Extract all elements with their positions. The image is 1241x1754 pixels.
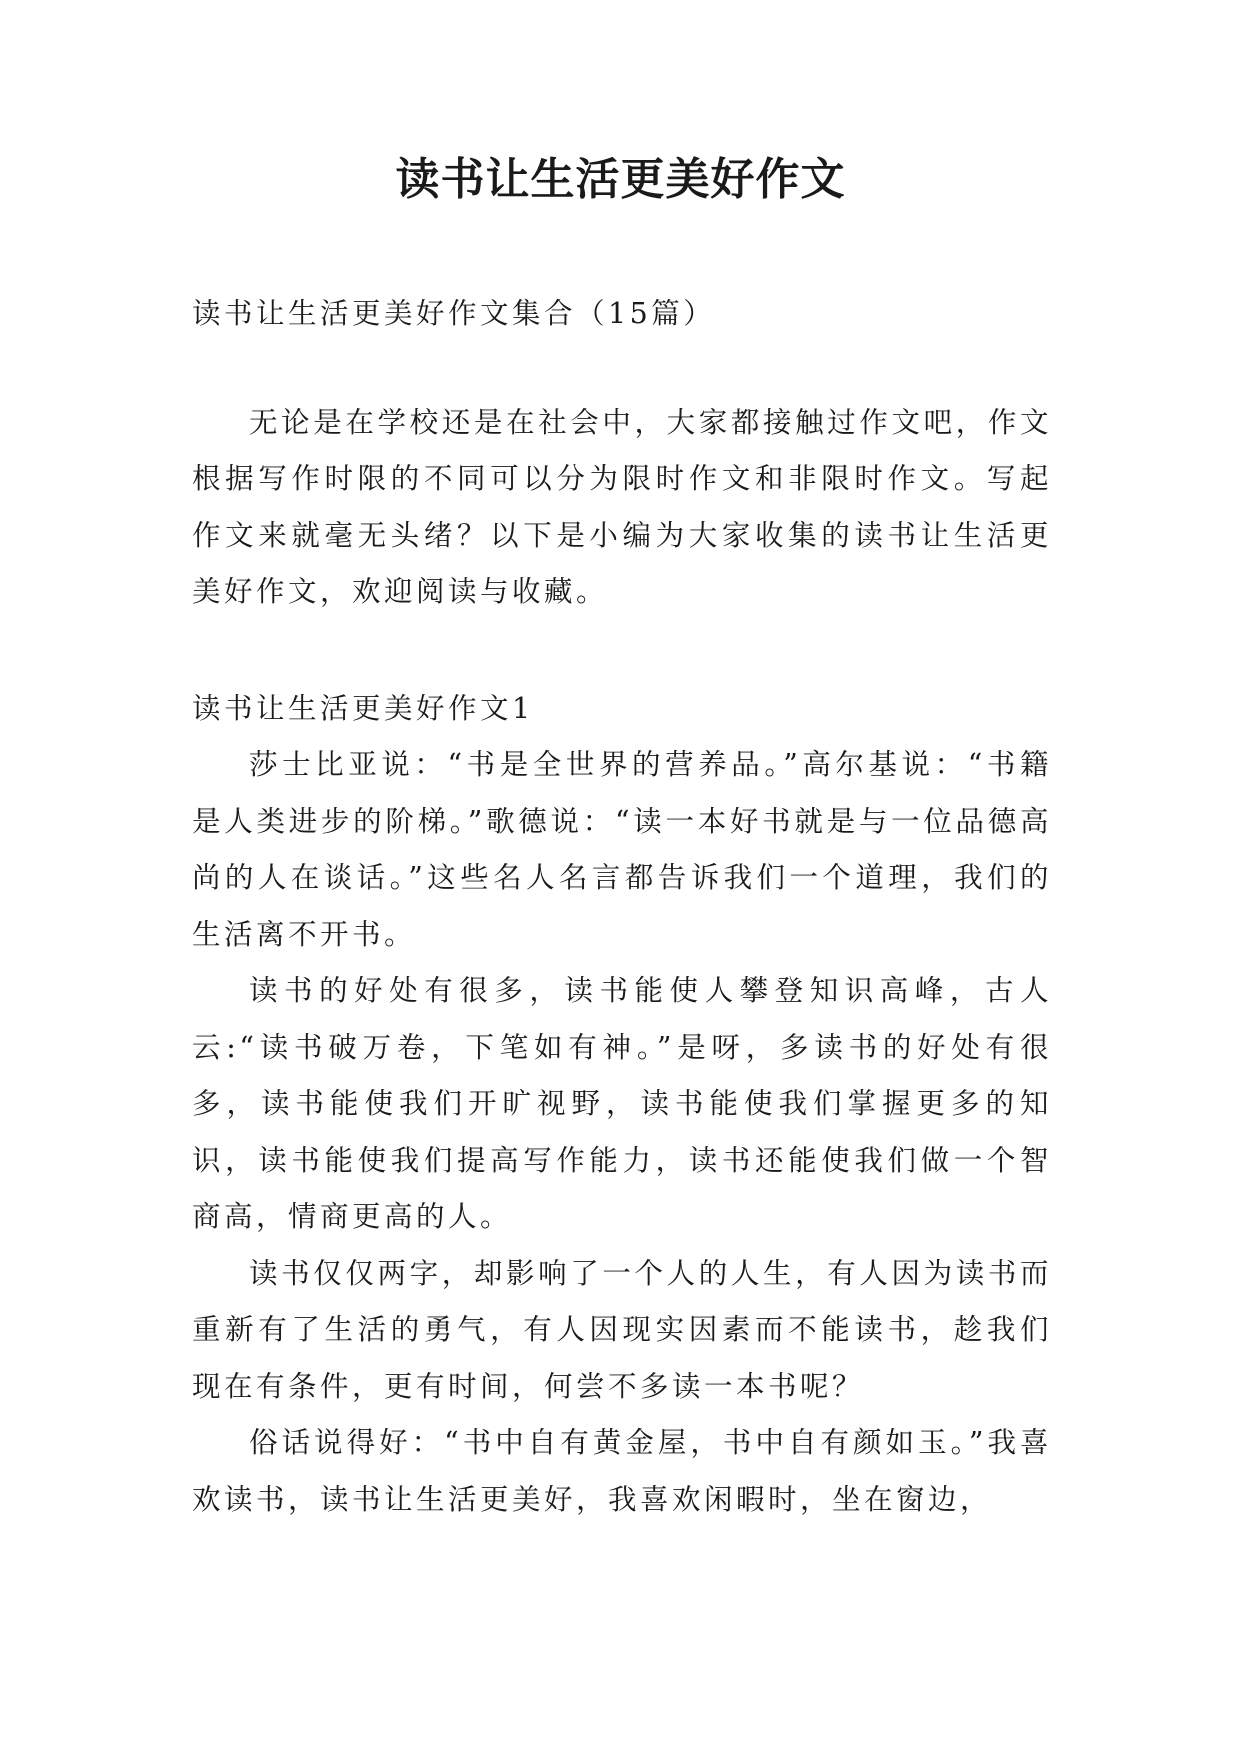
body-paragraph: 俗话说得好：“书中自有黄金屋，书中自有颜如玉。”我喜欢读书，读书让生活更美好，我喜欢闲暇时，坐在窗边，: [192, 1426, 1052, 1516]
document-title: 读书让生活更美好作文: [395, 154, 846, 205]
body-paragraph: 读书仅仅两字，却影响了一个人的人生，有人因为读书而重新有了生活的勇气，有人因现实因素而不能读书，趁我们现在有条件，更有时间，何尝不多读一本书呢？: [192, 1256, 1052, 1403]
collection-subtitle: 读书让生活更美好作文集合（15篇）: [192, 297, 716, 330]
section-heading: 读书让生活更美好作文1: [192, 691, 534, 725]
body-paragraph: 莎士比亚说：“书是全世界的营养品。”高尔基说：“书籍是人类进步的阶梯。”歌德说：“读一本好书就是与一位品德高尚的人在谈话。”这些名人名言都告诉我们一个道理，我们的生活离不开书。: [192, 748, 1052, 951]
intro-paragraph: 无论是在学校还是在社会中，大家都接触过作文吧，作文根据写作时限的不同可以分为限时作文和非限时作文。写起作文来就毫无头绪？以下是小编为大家收集的读书让生活更美好作文，欢迎阅读与收藏。: [192, 405, 1052, 608]
body-paragraph: 读书的好处有很多，读书能使人攀登知识高峰，古人云:“读书破万卷，下笔如有神。”是呀，多读书的好处有很多，读书能使我们开旷视野，读书能使我们掌握更多的知识，读书能使我们提高写作能力，读书还能使我们做一个智商高，情商更高的人。: [192, 974, 1052, 1233]
document-body: [192, 286, 1052, 1528]
